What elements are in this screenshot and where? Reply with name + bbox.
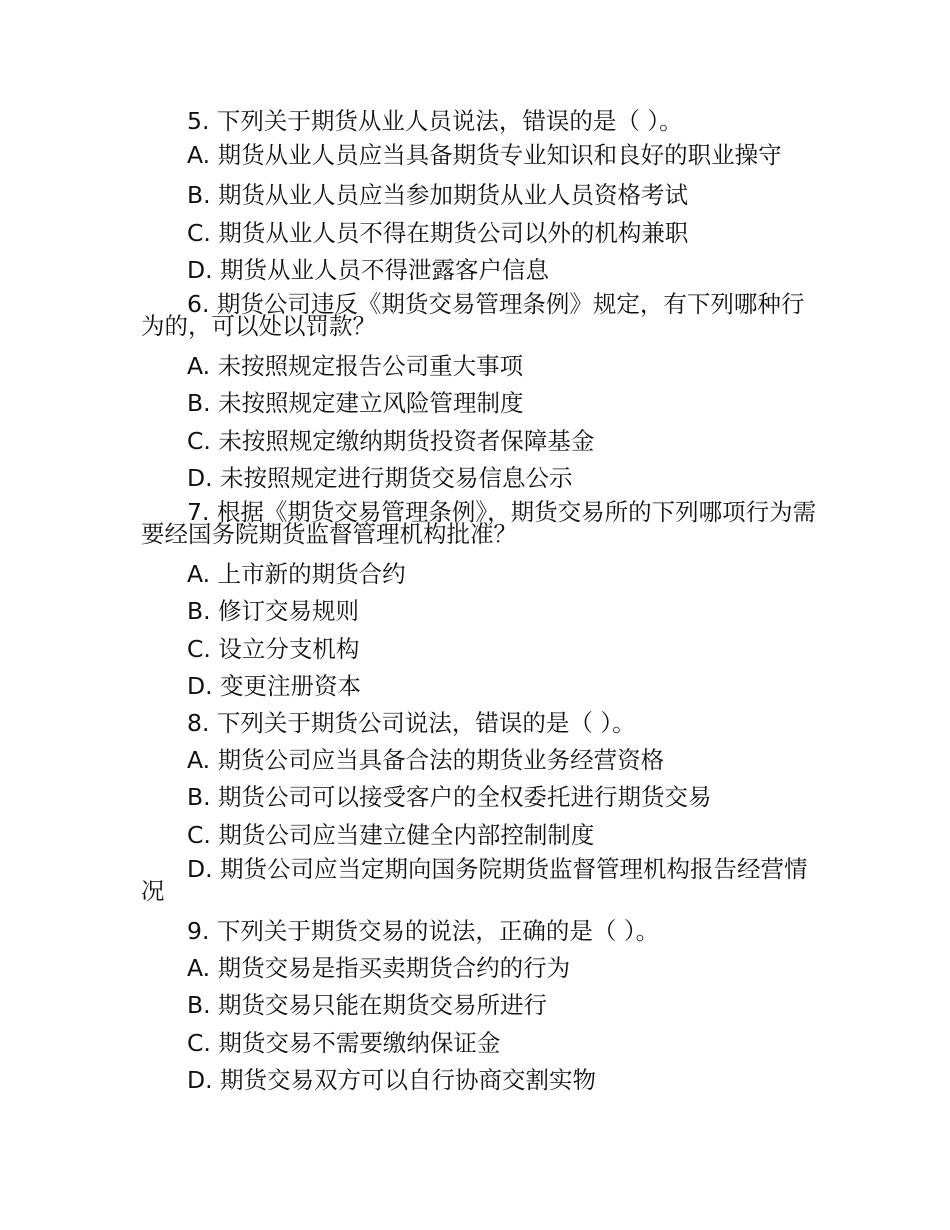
option-d: D. 期货公司应当定期向国务院期货监督管理机构报告经营情况 [141,854,808,905]
option-d: D. 期货交易双方可以自行协商交割实物 [187,1065,597,1094]
option-c: C. 期货从业人员不得在期货公司以外的机构兼职 [187,218,689,247]
question-stem: 8. 下列关于期货公司说法，错误的是（ ）。 [187,709,636,737]
question-7 [141,497,821,705]
option-b: B. 期货从业人员应当参加期货从业人员资格考试 [187,181,689,210]
option-d: D. 未按照规定进行期货交易信息公示 [187,463,573,492]
question-stem: 7. 根据《期货交易管理条例》，期货交易所的下列哪项行为需要经国务院期货监督管理机构批准？ [141,498,817,548]
option-b: B. 期货交易只能在期货交易所进行 [187,991,548,1020]
option-a: A. 未按照规定报告公司重大事项 [187,352,524,381]
question-9 [141,913,821,1099]
option-c: C. 期货交易不需要缴纳保证金 [187,1028,501,1057]
question-8 [141,705,821,913]
question-list [141,103,821,1099]
option-a: A. 期货交易是指买卖期货合约的行为 [187,954,571,983]
option-a: A. 期货公司应当具备合法的期货业务经营资格 [187,746,665,775]
option-b: B. 期货公司可以接受客户的全权委托进行期货交易 [187,783,712,812]
option-c: C. 设立分支机构 [187,634,360,663]
option-b: B. 修订交易规则 [187,597,360,626]
option-c: C. 期货公司应当建立健全内部控制制度 [187,820,595,849]
question-stem: 5. 下列关于期货从业人员说法，错误的是（ ）。 [187,107,683,135]
question-6 [141,289,821,497]
option-a: A. 上市新的期货合约 [187,560,406,589]
option-a: A. 期货从业人员应当具备期货专业知识和良好的职业操守 [187,141,782,170]
question-stem: 6. 期货公司违反《期货交易管理条例》规定，有下列哪种行为的，可以处以罚款？ [141,290,805,340]
option-d: D. 期货从业人员不得泄露客户信息 [187,255,550,284]
question-stem: 9. 下列关于期货交易的说法，正确的是（ ）。 [187,917,660,945]
option-c: C. 未按照规定缴纳期货投资者保障基金 [187,426,595,455]
question-5 [141,103,821,289]
option-d: D. 变更注册资本 [187,671,362,700]
option-b: B. 未按照规定建立风险管理制度 [187,389,524,418]
